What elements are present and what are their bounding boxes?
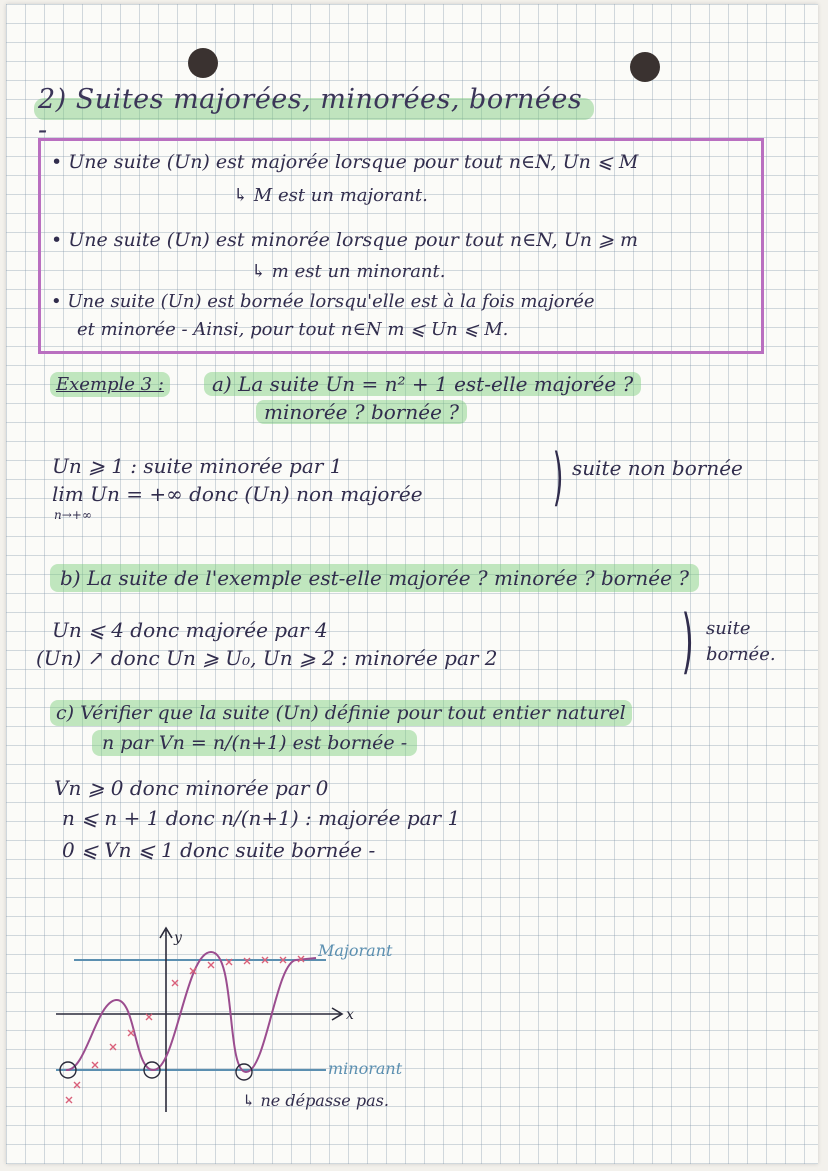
majoree-text: • Une suite (Un) est majorée lorsque pour tout n∈N, Un ⩽ M [51,151,639,173]
bornee-text: • Une suite (Un) est bornée lorsqu'elle est à la fois majorée [51,291,595,312]
question-a-line1: a) La suite Un = n² + 1 est-elle majorée ? [204,372,641,396]
binder-hole [630,52,660,82]
oscillating-curve [66,952,316,1072]
question-a-line2: minorée ? bornée ? [256,400,467,424]
definitions-box [38,138,764,354]
minorant-text: ↳ m est un minorant. [251,261,446,282]
minorant-note [251,261,445,282]
binder-hole [188,48,218,78]
answer-c-line2: n ⩽ n + 1 donc n/(n+1) : majorée par 1 [62,806,461,830]
majorant-label: Majorant [318,941,393,960]
bornee-inequality-text: et minorée - Ainsi, pour tout n∈N m ⩽ Un ⩽ M. [77,319,509,340]
answer-a-conclusion: suite non bornée [572,456,743,480]
section-title: 2) Suites majorées, minorées, bornées - [38,84,583,146]
y-axis-label: y [174,930,182,946]
answer-c-line3: 0 ⩽ Vn ⩽ 1 donc suite bornée - [62,838,376,862]
question-b: b) La suite de l'exemple est-elle majorée ? minorée ? bornée ? [50,564,699,592]
answer-b-line2: (Un) ↗ donc Un ⩾ U₀, Un ⩾ 2 : minorée par 2 [36,646,498,670]
right-brace: ) [681,600,694,682]
question-c-line1: c) Vérifier que la suite (Un) définie pour tout entier naturel [50,700,632,726]
does-not-exceed-note: ↳ ne dépasse pas. [242,1091,389,1110]
question-c-line2: n par Vn = n/(n+1) est bornée - [92,730,417,756]
answer-a-line2: lim Un = +∞ donc (Un) non majorée [52,482,423,506]
answer-b-conclusion-1: suite [706,618,751,639]
answer-a-line1: Un ⩾ 1 : suite minorée par 1 [52,454,343,478]
bounded-sequence-sketch [46,922,466,1122]
answer-b-line1: Un ⩽ 4 donc majorée par 4 [52,618,328,642]
x-axis-label: x [346,1007,354,1023]
minoree-text: • Une suite (Un) est minorée lorsque pour tout n∈N, Un ⩾ m [51,229,638,251]
majoree-definition [51,151,638,173]
notebook-page [6,4,818,1164]
bornee-definition [51,291,595,312]
bornee-inequality [77,319,508,340]
majorant-text: ↳ M est un majorant. [233,185,428,206]
right-brace: ) [552,440,564,513]
answer-c-line1: Vn ⩾ 0 donc minorée par 0 [54,776,329,800]
majorant-note [233,185,428,206]
minorant-label: minorant [328,1059,403,1078]
limit-subscript: n→+∞ [54,508,92,522]
minoree-definition [51,229,638,251]
answer-b-conclusion-2: bornée. [706,644,776,665]
example-label: Exemple 3 : [50,372,170,397]
